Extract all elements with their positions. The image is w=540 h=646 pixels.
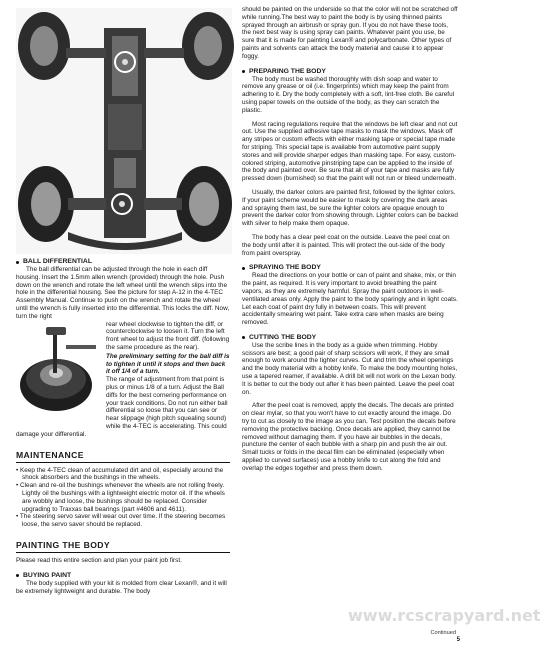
bullet-icon xyxy=(242,267,245,270)
continued-label: Continued xyxy=(430,630,456,636)
maintenance-heading: MAINTENANCE xyxy=(16,447,230,463)
preparing-paragraph-3: Usually, the darker colors are painted first, followed by the lighter colors. If your paint scheme would be easier to mask by covering the dark areas and spraying them last, be sure the lighter colors are opaque enough to prevent the darker color from showing through. Lighter colors can be backed with silver to help make them opaque. xyxy=(242,188,458,228)
page-number: 5 xyxy=(456,637,460,643)
maintenance-list xyxy=(16,467,230,529)
diff-paragraph-1: The ball differential can be adjusted through the hole in each diff housing. Insert the 1.5mm allen wrench (provided) through the hole. Push down on the wrench and rotate the left wheel until the wrench slips into the hole in the differential housing. See the picture for step A-12 in the 4-TEC Assembly Manual. Continue to push on the wrench and rotate the wheel until the wrench is fully inserted into the differential. This locks the diff. Now, turn the right xyxy=(16,266,230,320)
watermark: www.rcscrapyard.net xyxy=(348,606,540,625)
cutting-paragraph-2: After the peel coat is removed, apply the decals. The decals are printed on clear mylar, so that you won't have to cut exactly around the image. Do try to cut as closely to the image as you can. Test position the decals before removing the protective backing. Once decals are applied, they cannot be removed without damaging them. If you have air bubbles in the decals, puncture the center of each bubble with a sharp pin and push the air out. Small tucks or folds in the decal film can be eliminated (especially when applied to curved surfaces) use a hobby knife to cut along the fold and overlap the edges together and press them down. xyxy=(242,402,456,472)
diff-preliminary-setting: The preliminary setting for the ball diff is to tighten it until it stops and then back it off 1/4 of a turn. xyxy=(106,352,230,376)
maintenance-item-3: • The steering servo saver will wear out over time. If the steering becomes loose, the servo saver should be replaced. xyxy=(16,513,226,529)
preparing-heading xyxy=(242,68,458,76)
buying-paint-paragraph: The body supplied with your kit is molded from clear Lexan®, and it will be extremely lightweight and durable. The body xyxy=(16,579,227,595)
preparing-paragraph-4: The body has a clear peel coat on the outside. Leave the peel coat on the body until after it is painted. This will protect the out-side of the body from paint overspray. xyxy=(242,233,450,257)
painting-heading: PAINTING THE BODY xyxy=(16,537,230,553)
diff-paragraph-2c: The range of adjustment from that point is plus or minus 1/8 of a turn. Adjust the Ball diffs for the best cornering performance on your track conditions. Do not run either ball differential so loose that you can see or hear slippage (high pitch squealing sound) while the 4-TEC is accelerating. This could damage your differential. xyxy=(16,376,228,438)
left-column xyxy=(16,258,230,595)
preparing-paragraph-2: Most racing regulations require that the windows be left clear and not cut out. Use the supplied adhesive tape masks to mask the windows. Mask off any stripes or custom effects with either masking tape or special tape made for striping. This special tape is available from automotive paint supply stores and will provide sharper edges than masking tape. For easy, custom-colored striping, automotive pinstriping tape can be applied to the inside of the body and painted over. Be sure that all of your tape and masks are fully pressed down (burnished) so that the paint will not run or bleed underneath. xyxy=(242,120,458,183)
bullet-icon xyxy=(242,70,245,73)
buying-paint-heading xyxy=(16,572,230,580)
right-column xyxy=(242,6,458,473)
maintenance-item-2: • Clean and re-oil the bushings whenever the wheels are not rolling freely. Lightly oil the bushings with a lightweight electric motor oil. If the wheels are wobbly and loose, the bushings should be replaced. Consider upgrading to Traxxas ball bearings (part #4606 and 4611). xyxy=(16,482,225,513)
bullet-icon xyxy=(16,574,19,577)
bullet-icon xyxy=(16,261,19,264)
differential-photo xyxy=(16,323,100,423)
diff-block xyxy=(16,321,230,439)
buying-paint-heading-text: BUYING PAINT xyxy=(23,571,72,579)
diff-heading xyxy=(16,258,230,266)
chassis-photo xyxy=(16,8,232,254)
preparing-paragraph-1: The body must be washed thoroughly with dish soap and water to remove any grease or oil (i.e. fingerprints) which may keep the paint from adhering to it. Dry the body completely with a soft, lint-free cloth. Be careful using paper towels on the outside of the body, as they can scratch the plastic. xyxy=(242,75,455,114)
bullet-icon xyxy=(242,336,245,339)
paint-intro-continued: should be painted on the underside so that the color will not be scratched off while running.The best way to paint the body is by using thinned paints sprayed through an airbrush or spray gun. If you do not have these tools, the next best way is using spray can paints. Whatever paint you use, be sure that it is made for painting Lexan® and polycarbonate. Other types of paints and solvents can attack the body material and cause it to appear foggy. xyxy=(242,6,458,60)
cutting-heading-text: CUTTING THE BODY xyxy=(249,333,317,341)
painting-intro: Please read this entire section and plan your paint job first. xyxy=(16,556,182,564)
spraying-heading-text: SPRAYING THE BODY xyxy=(249,264,321,272)
maintenance-item-1: • Keep the 4-TEC clean of accumulated dirt and oil, especially around the shock absorbers and the bushings in the wheels. xyxy=(16,466,224,482)
preparing-heading-text: PREPARING THE BODY xyxy=(249,67,326,75)
cutting-heading xyxy=(242,334,458,342)
spraying-heading xyxy=(242,264,458,272)
diff-heading-text: BALL DIFFERENTIAL xyxy=(23,258,92,265)
cutting-paragraph-1: Use the scribe lines in the body as a guide when trimming. Hobby scissors are best; a good pair of sharp scissors will work, if they are small enough to work around the tighter curves. Cut and trim the wheel openings and the body material with a hobby knife. To make the body mounting holes, use a tapered reamer, if available. A drill bit will not work on the Lexan body. It is better to cut the body out after it has been painted. Leave the peel coat on. xyxy=(242,341,458,396)
diff-paragraph-2a: rear wheel clockwise to tighten the diff, or counterclockwise to loosen it. Turn the left front wheel to adjust the front diff. (following the same procedure as the rear). xyxy=(106,320,230,351)
spraying-paragraph: Read the directions on your bottle or can of paint and shake, mix, or thin the paint, as required. It is very important to avoid breathing the paint vapors, as they are extremely harmful. Spray the paint outdoors in well-ventilated areas only. Apply the paint to the body sparingly and in light coats. Let each coat of paint dry fully in between coats. This will prevent accidentally smearing wet paint. Take extra care when masks are being removed. xyxy=(242,272,458,327)
